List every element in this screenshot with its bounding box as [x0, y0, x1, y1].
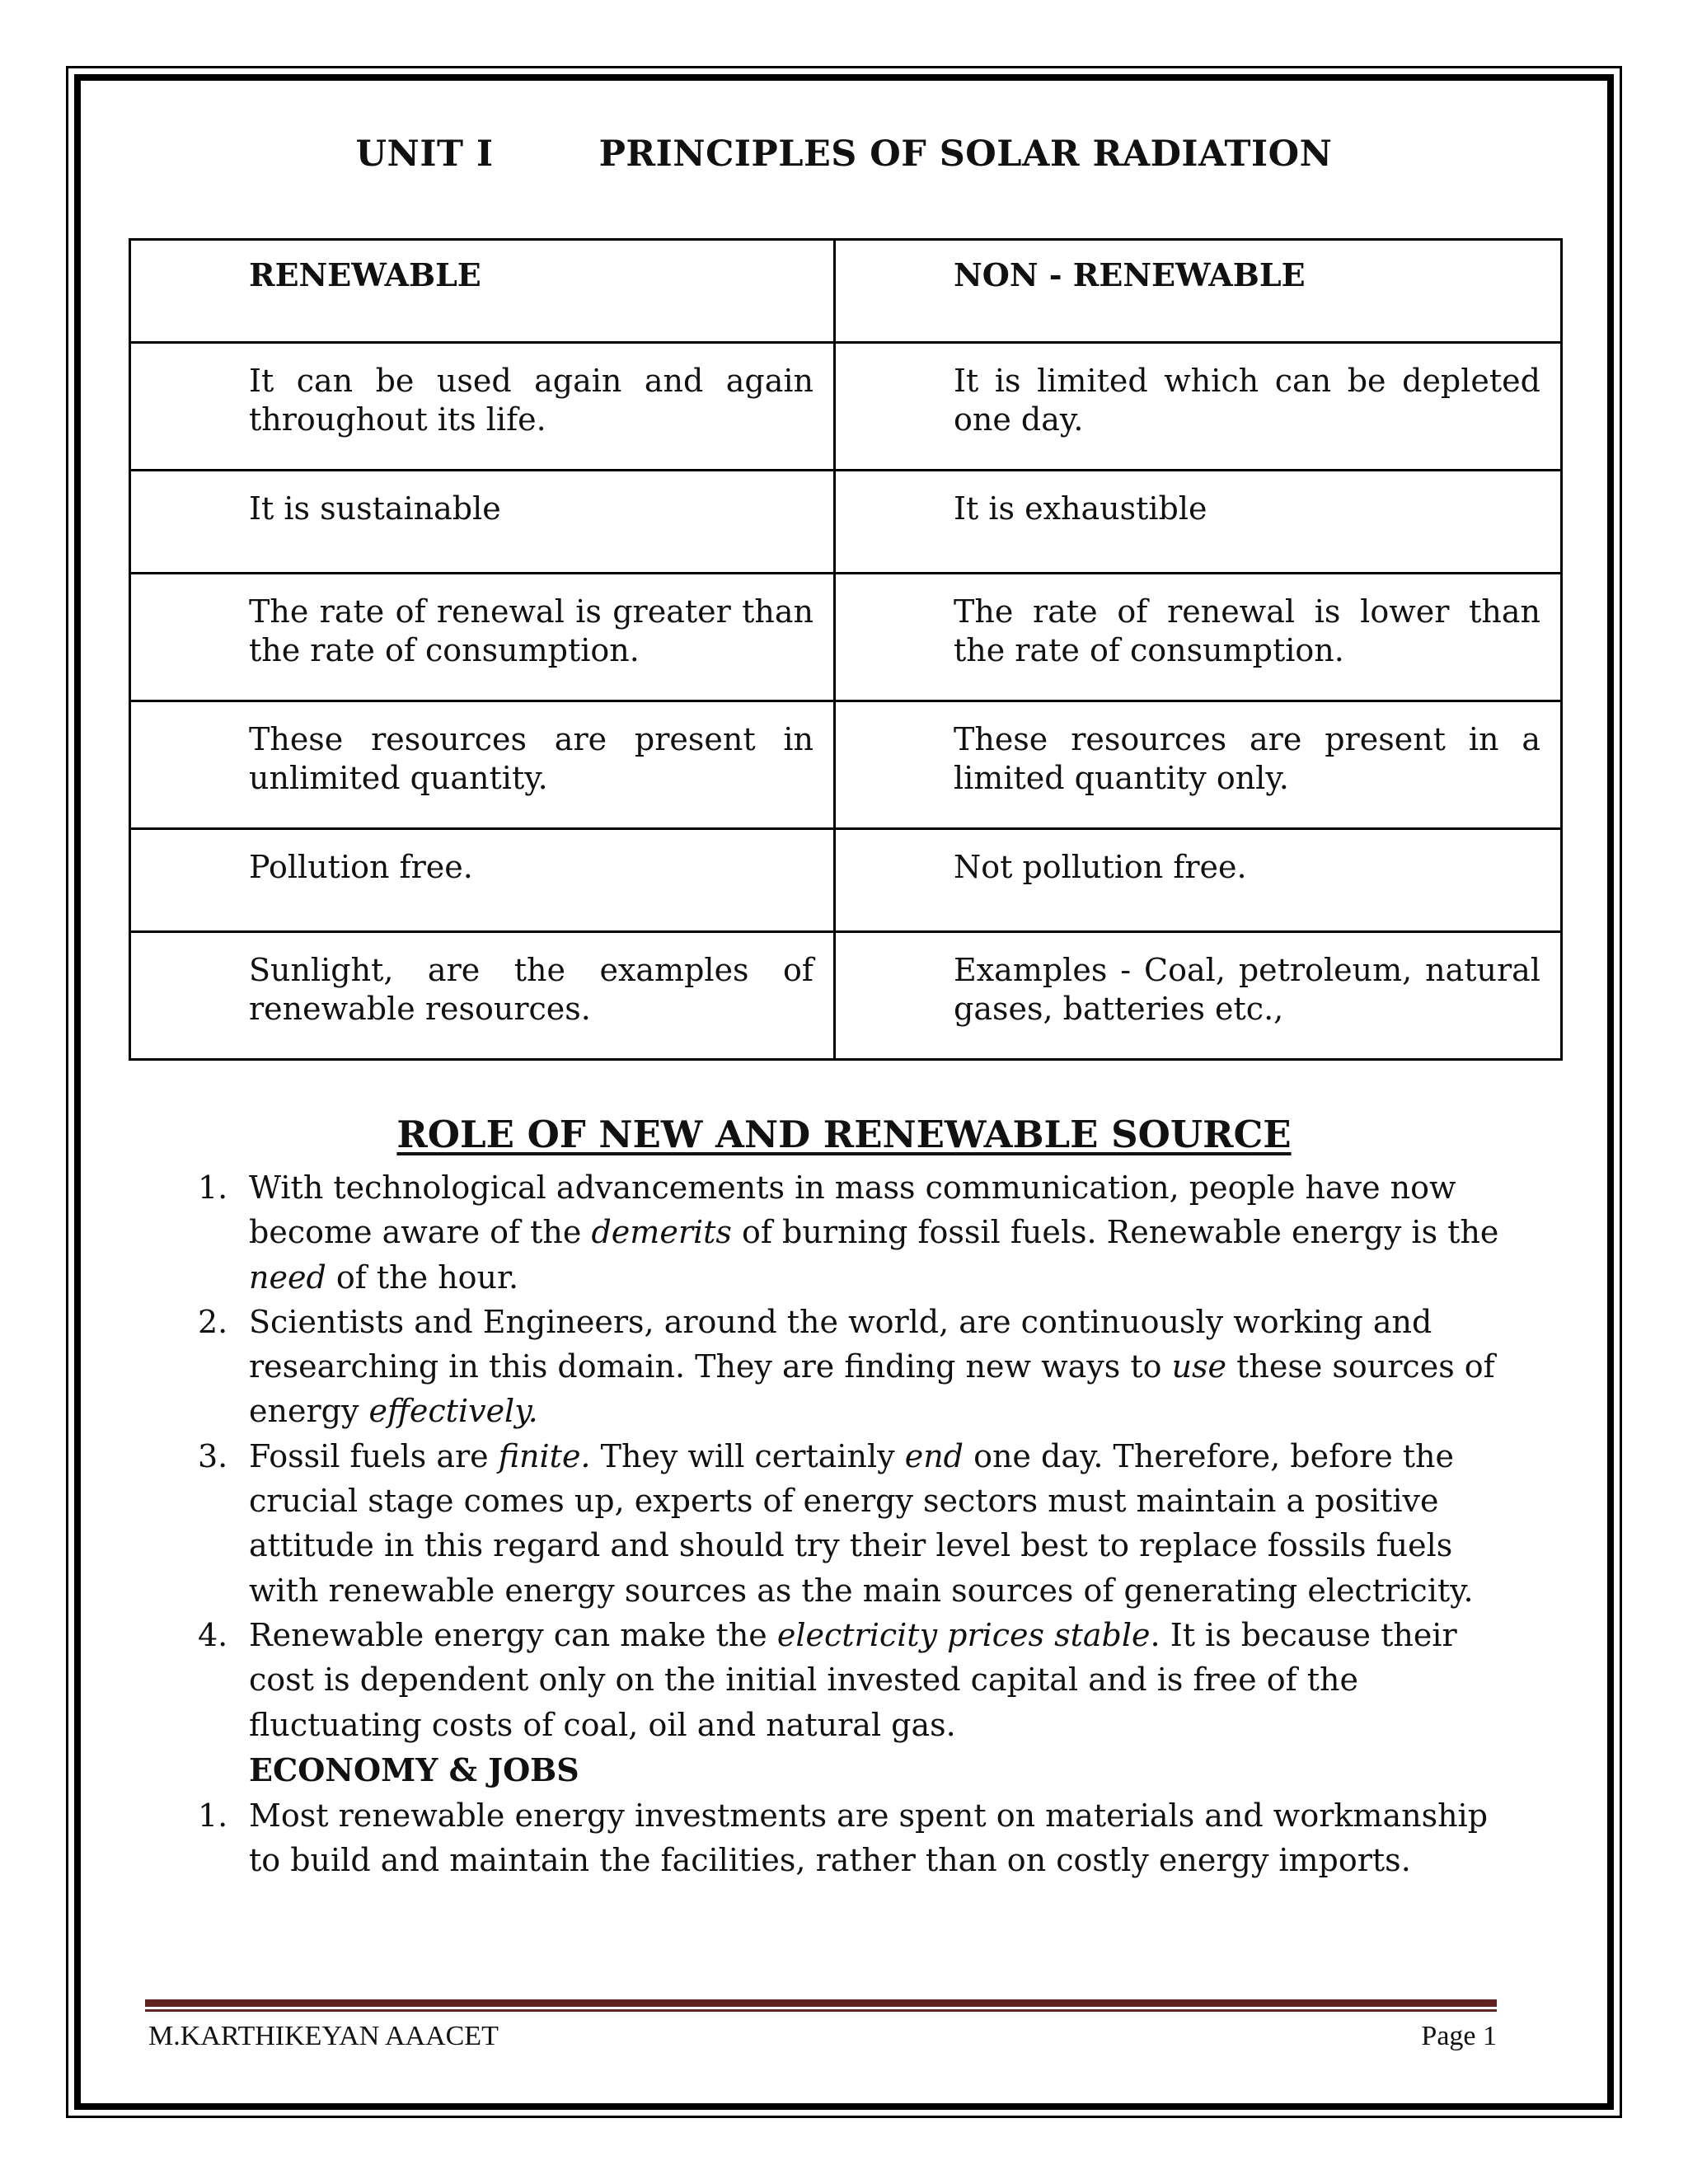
unit-label: UNIT I	[355, 134, 494, 175]
footer-page-number: Page 1	[1421, 2021, 1497, 2051]
item-emphasis: demerits	[591, 1214, 732, 1251]
item-text: one day. Therefore, before the crucial stage comes up, experts of energy sectors must maintain a positive attitude in this regard and should try their level best to replace fossils fuels with renewable energy sources as the main sources of generating electricity.	[249, 1437, 1474, 1609]
list-number: 4.	[198, 1616, 228, 1653]
list-number: 3.	[198, 1437, 228, 1474]
item-text: these sources of energy	[249, 1348, 1495, 1430]
list-number: 1.	[198, 1797, 228, 1834]
table-cell: It is limited which can be depleted one day.	[835, 343, 1562, 471]
table-cell: The rate of renewal is greater than the rate of consumption.	[130, 574, 835, 701]
role-list	[165, 1165, 1517, 1747]
economy-list	[165, 1793, 1517, 1883]
list-item	[165, 1793, 1517, 1883]
table-cell: It can be used again and again throughout its life.	[130, 343, 835, 471]
economy-jobs-heading: ECONOMY & JOBS	[249, 1751, 579, 1788]
table-cell: It is exhaustible	[835, 471, 1562, 574]
table-row	[130, 829, 1562, 932]
list-item	[165, 1300, 1517, 1434]
item-text: With technological advancements in mass communication, people have now become aware of the	[249, 1169, 1456, 1251]
list-number: 2.	[198, 1303, 228, 1340]
item-text: . It is because their cost is dependent only on the initial invested capital and is free of the fluctuating costs of coal, oil and natural gas.	[249, 1616, 1457, 1743]
table-cell: Not pollution free.	[835, 829, 1562, 932]
table-cell: These resources are present in unlimited quantity.	[130, 701, 835, 829]
footer-author: M.KARTHIKEYAN AAACET	[148, 2021, 499, 2051]
item-text: They will certainly	[590, 1437, 905, 1474]
item-emphasis: use	[1171, 1348, 1227, 1385]
item-text: of burning fossil fuels. Renewable energy is the	[731, 1214, 1499, 1251]
item-text: Scientists and Engineers, around the world, are continuously working and researching in this domain. They are finding new ways to	[249, 1303, 1432, 1385]
item-emphasis: effectively.	[368, 1393, 538, 1430]
item-text: of the hour.	[326, 1258, 519, 1296]
table-row	[130, 471, 1562, 574]
unit-heading: PRINCIPLES OF SOLAR RADIATION	[598, 134, 1333, 175]
list-item	[165, 1613, 1517, 1747]
section-title: ROLE OF NEW AND RENEWABLE SOURCE	[396, 1113, 1292, 1156]
item-emphasis: finite.	[498, 1437, 591, 1474]
table-cell: Examples - Coal, petroleum, natural gases, batteries etc.,	[835, 932, 1562, 1060]
table-cell: Sunlight, are the examples of renewable resources.	[130, 932, 835, 1060]
table-cell: Pollution free.	[130, 829, 835, 932]
table-header-row	[130, 240, 1562, 343]
table-cell: It is sustainable	[130, 471, 835, 574]
table-row	[130, 701, 1562, 829]
item-text: Renewable energy can make the	[249, 1616, 777, 1653]
header-non-renewable: NON - RENEWABLE	[835, 240, 1562, 343]
table-row	[130, 574, 1562, 701]
list-number: 1.	[198, 1169, 228, 1206]
table-row	[130, 932, 1562, 1060]
table-cell: The rate of renewal is lower than the rate of consumption.	[835, 574, 1562, 701]
item-emphasis: end	[904, 1437, 964, 1474]
item-text: Fossil fuels are	[249, 1437, 499, 1474]
header-renewable: RENEWABLE	[130, 240, 835, 343]
table-row	[130, 343, 1562, 471]
item-emphasis: electricity prices stable	[776, 1616, 1151, 1653]
page-title	[0, 134, 1688, 175]
list-item	[165, 1434, 1517, 1613]
table-cell: These resources are present in a limited quantity only.	[835, 701, 1562, 829]
item-text: Most renewable energy investments are spent on materials and workmanship to build and maintain the facilities, rather than on costly energy imports.	[249, 1797, 1489, 1879]
comparison-table	[129, 238, 1563, 1061]
footer-rule	[145, 1999, 1497, 2007]
footer-rule-thin	[145, 2009, 1497, 2012]
item-emphasis: need	[249, 1258, 326, 1296]
list-item	[165, 1165, 1517, 1300]
